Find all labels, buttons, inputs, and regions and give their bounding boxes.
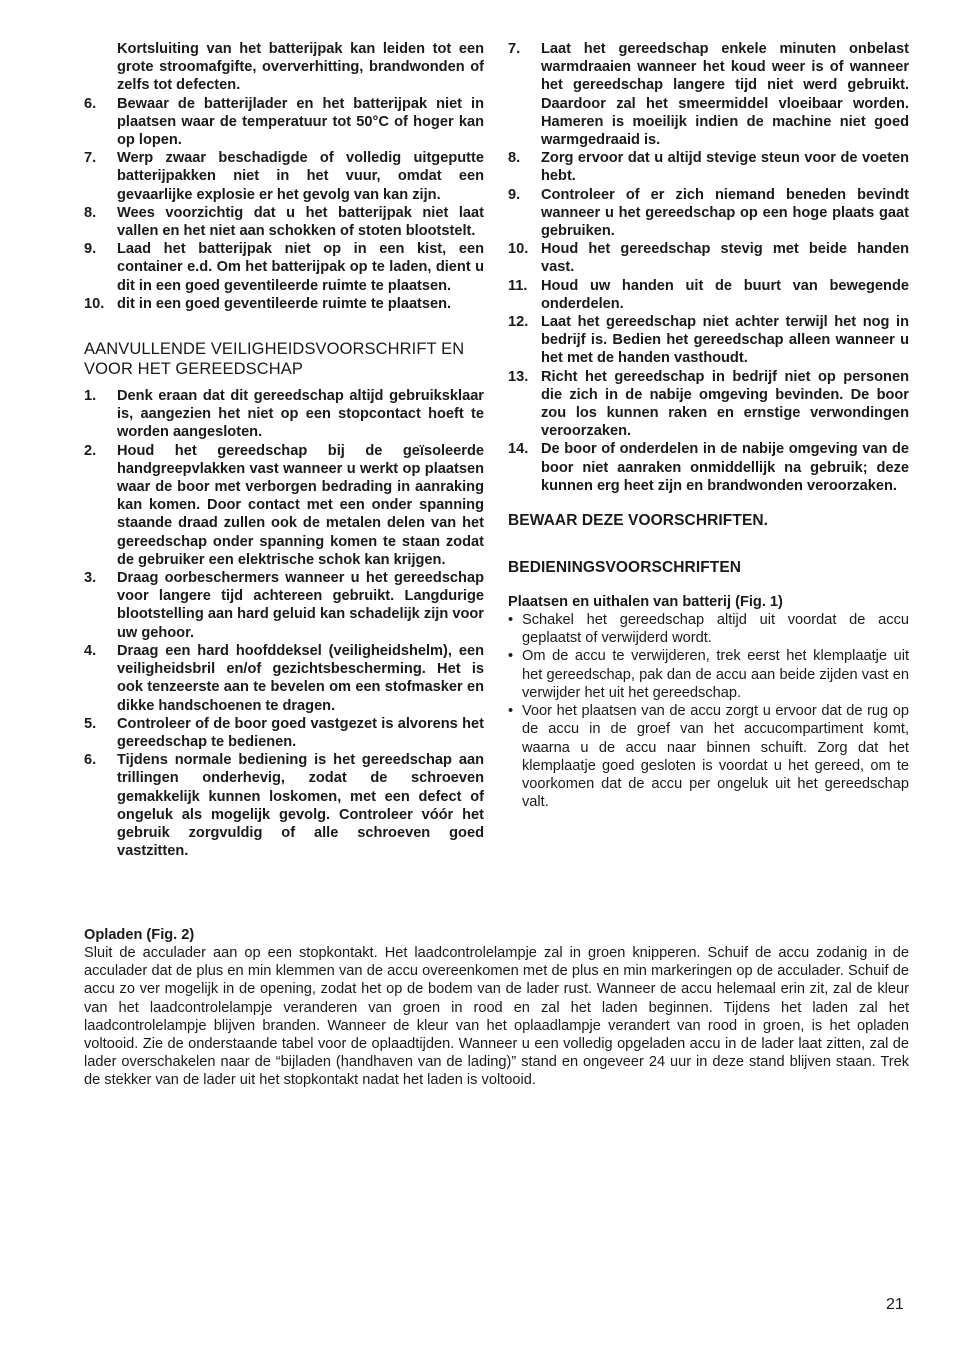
bullet-icon: •: [508, 703, 514, 720]
list-item: [84, 95, 484, 150]
list-item: [508, 313, 909, 368]
item-number: 14.: [508, 441, 529, 458]
item-number: 8.: [508, 150, 521, 167]
item-number: 4.: [84, 642, 97, 659]
list-item: [84, 149, 484, 204]
item-text: Denk eraan dat dit gereedschap altijd gebruiksklaar is, aangezien het niet op een stopcontact hoeft te worden aangesloten.: [117, 388, 484, 441]
bullet-icon: •: [508, 612, 514, 629]
item-number: 1.: [84, 388, 97, 405]
section-heading: AANVULLENDE VEILIGHEIDSVOORSCHRIFT EN VOOR HET GEREEDSCHAP: [84, 340, 465, 379]
item-text: Draag een hard hoofddeksel (veiligheidshelm), een veiligheidsbril en/of gezichtsbescherming. Het is ook tenzeerste aan te bevelen om een stofmasker en dikke handschoenen te dragen.: [117, 642, 484, 714]
save-instructions-heading: BEWAAR DEZE VOORSCHRIFTEN.: [508, 512, 769, 530]
battery-subheading: Plaatsen en uithalen van batterij (Fig. 1): [508, 594, 783, 611]
item-text: Draag oorbeschermers wanneer u het gereedschap voor langere tijd achtereen gebruikt. Langdurige blootstelling aan hard geluid kan schadelijk zijn voor uw gehoor.: [117, 570, 484, 641]
bullet-text: Om de accu te verwijderen, trek eerst het klemplaatje uit het gereedschap, pak dan de accu aan beide zijden vast en verwijder het uit het gereedschap.: [522, 648, 909, 701]
tool-safety-list: [84, 387, 484, 860]
item-number: 13.: [508, 368, 529, 385]
charging-body: Sluit de acculader aan op een stopkontakt. Het laadcontrolelampje zal in groen knipperen. Schuif de accu zodanig in de acculader dat de plus en min klemmen van de accu overeenkomen met de plus en min markeringen op de acculader. Schuif de accu zo ver mogelijk in de opening, zodat het op de bodem van de lader rust. Wanneer de accu helemaal erin zit, zal de kleur van het laadcontrolelampje veranderen van groen in rood en zal het laden beginnen. Tijdens het laden zal het laadcontrolelampje blijven branden. Wanneer de kleur van het oplaadlampje verandert van rood in groen, is het opladen voltooid. Zie de onderstaande tabel voor de oplaadtijden. Wanneer u een volledig opgeladen accu in de lader laat zitten, zal de lader overschakelen naar de “bijladen (handhaven van de lading)” stand en ongeveer 24 uur in deze stand blijven staan. Trek de stekker van de lader uit het stopkontakt nadat het laden is voltooid.: [84, 945, 909, 1089]
tool-safety-list-continued: [508, 40, 909, 495]
item-number: 3.: [84, 570, 97, 587]
item-text: Laat het gereedschap enkele minuten onbelast warmdraaien wanneer het koud weer is of wanneer het gereedschap langere tijd niet werd gebruikt. Daardoor zal het smeermiddel vloeibaar worden. Hameren is moeilijk indien de machine niet goed warmgedraaid is.: [541, 41, 909, 149]
item-text: Houd het gereedschap stevig met beide handen vast.: [541, 241, 909, 276]
item-number: 9.: [508, 186, 521, 203]
list-item: [84, 204, 484, 240]
list-item: [84, 442, 484, 569]
bullet-item: [508, 647, 909, 702]
item-number: 7.: [84, 150, 97, 167]
item-number: 10.: [508, 241, 529, 258]
item-number: 2.: [84, 442, 97, 459]
list-item: [84, 387, 484, 442]
item-number: 12.: [508, 314, 529, 331]
item-text: Laad het batterijpak niet op in een kist, een container e.d. Om het batterijpak op te laden, dient u dit in een goed geventileerde ruimte te plaatsen.: [117, 241, 484, 294]
charging-heading: Opladen (Fig. 2): [84, 927, 195, 943]
item-number: 6.: [84, 95, 97, 112]
item-text: Wees voorzichtig dat u het batterijpak niet laat vallen en het niet aan schokken of stoten blootstelt.: [117, 204, 484, 240]
item-text: Houd uw handen uit de buurt van bewegende onderdelen.: [541, 277, 909, 312]
list-item: [84, 642, 484, 715]
bullet-text: Voor het plaatsen van de accu zorgt u ervoor dat de rug op de accu in de groef van het accucompartiment komt, waarna u de accu naar binnen schuift. Zorg dat het klemplaatje goed gesloten is voordat u het gereed, om te voorkomen dat de accu per ongeluk uit het gereedschap valt.: [522, 703, 909, 811]
item-text: Zorg ervoor dat u altijd stevige steun voor de voeten hebt.: [541, 150, 909, 185]
item-number: 10.: [84, 295, 105, 312]
bullet-text: Schakel het gereedschap altijd uit voordat de accu geplaatst of verwijderd wordt.: [522, 612, 909, 647]
item-text: Richt het gereedschap in bedrijf niet op personen die zich in de nabije omgeving bevinden. De boor zou los kunnen raken en ernstige verwondingen veroorzaken.: [541, 368, 909, 440]
list-item: [508, 149, 909, 185]
item-number: 6.: [84, 752, 97, 769]
list-item: [508, 240, 909, 276]
bullet-icon: •: [508, 648, 514, 665]
item-text: De boor of onderdelen in de nabije omgeving van de boor niet aanraken onmiddellijk na gebruik; deze kunnen erg heet zijn en brandwonden veroorzaken.: [541, 441, 909, 494]
list-item: [84, 715, 484, 751]
item-text: Controleer of de boor goed vastgezet is alvorens het gereedschap te bedienen.: [117, 715, 484, 750]
page-number: 21: [886, 1296, 904, 1313]
list-item: [508, 368, 909, 441]
item-number: 9.: [84, 241, 97, 258]
right-column: [508, 40, 909, 811]
battery-bullet-list: [508, 611, 909, 811]
item-text: Laat het gereedschap niet achter terwijl het nog in bedrijf is. Bedien het gereedschap alleen wanneer u het met de handen vasthoudt.: [541, 314, 909, 367]
list-item: [84, 751, 484, 860]
list-item: [508, 440, 909, 495]
item-number: 5.: [84, 715, 97, 732]
list-item: [508, 186, 909, 241]
item-number: 11.: [508, 277, 528, 294]
continuation-text: Kortsluiting van het batterijpak kan leiden tot een grote stroomafgifte, oververhitting, brandwonden of zelfs tot defecten.: [117, 41, 484, 94]
bullet-item: [508, 702, 909, 811]
item-number: 7.: [508, 41, 521, 57]
bullet-item: [508, 611, 909, 647]
item-text: dit in een goed geventileerde ruimte te plaatsen.: [117, 295, 452, 312]
list-item: [84, 295, 484, 313]
item-text: Tijdens normale bediening is het gereedschap aan trillingen onderhevig, zodat de schroeven gemakkelijk kunnen loskomen, met een defect of ongeluk als mogelijk gevolg. Controleer vóór het gebruik zorgvuldig of alle schroeven goed vastzitten.: [117, 752, 484, 860]
item-text: Werp zwaar beschadigde of volledig uitgeputte batterijpakken niet in het vuur, omdat een gevaarlijke explosie er het gevolg van kan zijn.: [117, 150, 484, 203]
left-column: [84, 40, 484, 860]
item-number: 8.: [84, 204, 97, 221]
battery-safety-list: [84, 95, 484, 313]
list-item: [508, 40, 909, 149]
item-text: Bewaar de batterijlader en het batterijpak niet in plaatsen waar de temperatuur tot 50°C of hoger kan op lopen.: [117, 95, 484, 149]
list-item: [84, 240, 484, 295]
list-item: [84, 569, 484, 642]
item-text: Houd het gereedschap bij de geïsoleerde handgreepvlakken vast wanneer u werkt op plaatsen waar de boor met verborgen bedrading in aanraking kan komen. Door contact met een onder spanning staande draad zullen ook de metalen delen van het gereedschap onder spanning komen te staan zodat de gebruiker een elektrische schok kan krijgen.: [117, 442, 484, 568]
charging-section: [84, 926, 909, 1090]
list-item: [508, 277, 909, 313]
item-text: Controleer of er zich niemand beneden bevindt wanneer u het gereedschap op een hoge plaats gaat gebruiken.: [541, 186, 909, 240]
operation-heading: BEDIENINGSVOORSCHRIFTEN: [508, 559, 742, 577]
